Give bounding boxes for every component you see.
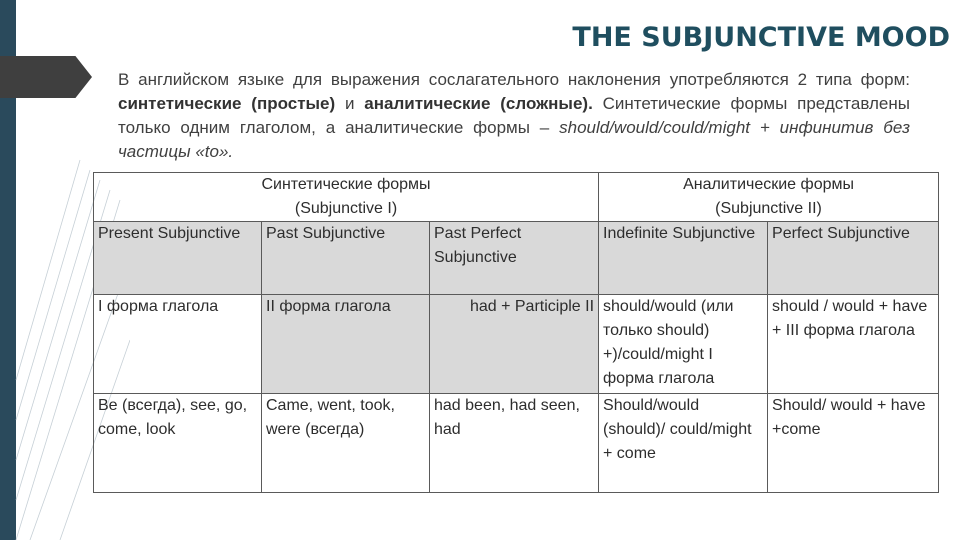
table-formation-row: [94, 295, 939, 394]
page-title: THE SUBJUNCTIVE MOOD: [572, 22, 950, 53]
intro-text-1: В английском языке для выражения сослагательного наклонения употребляются 2 типа форм:: [118, 70, 910, 89]
col-present-subjunctive: Present Subjunctive: [94, 222, 262, 295]
intro-paragraph: [118, 68, 910, 164]
col-past-subjunctive: Past Subjunctive: [262, 222, 430, 295]
example-perfect: Should/ would + have +come: [768, 394, 939, 493]
formation-present: I форма глагола: [94, 295, 262, 394]
intro-and: и: [335, 94, 365, 113]
table-examples-row: [94, 394, 939, 493]
intro-text-2: Синтетические формы представлены только одним глаголом, а аналитические формы –: [118, 94, 910, 137]
col-perfect-subjunctive: Perfect Subjunctive: [768, 222, 939, 295]
example-past: Came, went, took, were (всегда): [262, 394, 430, 493]
intro-analytic: аналитические (сложные).: [364, 94, 593, 113]
analytic-header-title: Аналитические формы: [683, 176, 854, 193]
col-indefinite-subjunctive: Indefinite Subjunctive: [599, 222, 768, 295]
formation-past: II форма глагола: [262, 295, 430, 394]
col-past-perfect-subjunctive: Past Perfect Subjunctive: [430, 222, 599, 295]
synthetic-header-title: Синтетические формы: [261, 176, 431, 193]
synthetic-header: [94, 173, 599, 222]
analytic-header-sub: (Subjunctive II): [715, 200, 822, 217]
table-subheader-row: [94, 222, 939, 295]
intro-synthetic: синтетические (простые): [118, 94, 336, 113]
formation-past-perfect: had + Participle II: [430, 295, 599, 394]
title-arrow-marker: [0, 56, 92, 98]
example-indefinite: Should/would (should)/ could/might + come: [599, 394, 768, 493]
formation-indefinite: should/would (или только should) +)/could/might I форма глагола: [599, 295, 768, 394]
synthetic-header-sub: (Subjunctive I): [294, 200, 398, 217]
analytic-header: [599, 173, 939, 222]
formation-perfect: should / would + have + III форма глагола: [768, 295, 939, 394]
table-header-row: [94, 173, 939, 222]
intro-formula: should/would/could/might + инфинитив без частицы «to».: [118, 118, 910, 161]
subjunctive-forms-table: [93, 172, 939, 493]
example-present: Be (всегда), see, go, come, look: [94, 394, 262, 493]
example-past-perfect: had been, had seen, had: [430, 394, 599, 493]
